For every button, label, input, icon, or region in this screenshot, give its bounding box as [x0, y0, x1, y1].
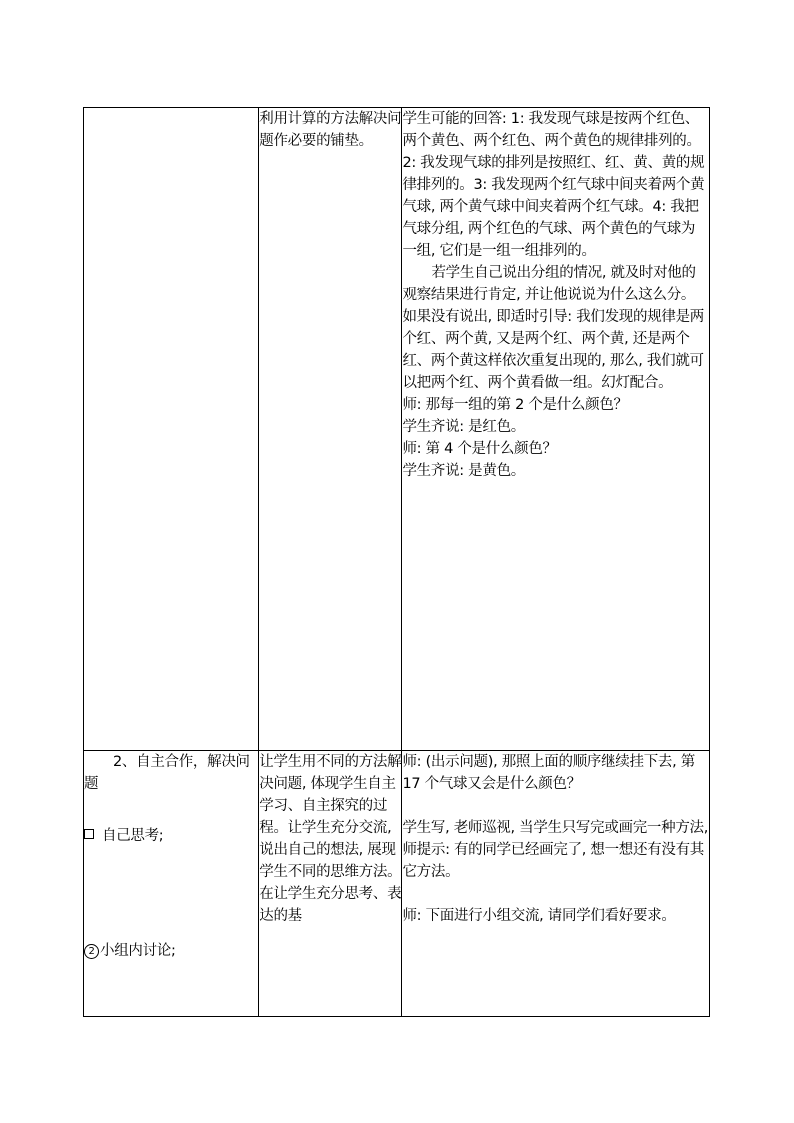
design-intent-cell	[259, 751, 402, 1017]
process-paragraph: 学生写, 老师巡视, 当学生只写完或画完一种方法, 师提示: 有的同学已经画完了, 想一想还有没有其它方法。	[402, 820, 709, 880]
step-cell	[84, 751, 259, 1017]
table-row	[84, 751, 710, 1017]
process-paragraph: 师: 第 4 个是什么颜色？	[402, 441, 557, 457]
process-paragraph: 学生可能的回答: 1: 我发现气球是按两个红色、两个黄色、两个红色、两个黄色的规律排列的。2: 我发现气球的排列是按照红、红、黄、黄的规律排列的。3: 我发现两个红气球中间夹着两个黄气球, 两个黄气球中间夹着两个红气球。4: 我把气球分组, 两个红色的气球、两个黄色的气球为一组, 它们是一组一组排列的。	[402, 111, 705, 259]
sub-step-label: 小组内讨论;	[100, 943, 176, 959]
checkbox-bullet-icon	[84, 829, 94, 839]
process-paragraph: 学生齐说: 是红色。	[402, 419, 525, 435]
process-paragraph: 若学生自己说出分组的情况, 就及时对他的观察结果进行肯定, 并让他说说为什么这么分。如果没有说出, 即适时引导: 我们发现的规律是两个红、两个黄, 又是两个红、两个黄, 还是两个红、两个黄这样依次重复出现的, 那么, 我们就可以把两个红、两个黄看做一组。幻灯配合。	[402, 265, 704, 391]
table-row	[84, 108, 710, 751]
process-paragraph: 学生齐说: 是黄色。	[402, 463, 525, 479]
teaching-process-cell	[402, 108, 710, 751]
step-cell	[84, 108, 259, 751]
design-intent-cell	[259, 108, 402, 751]
process-paragraph: 师: 那每一组的第 2 个是什么颜色？	[402, 397, 628, 413]
circled-number-icon: 2	[84, 944, 99, 959]
design-intent-text: 让学生用不同的方法解决问题, 体现学生自主学习、自主探究的过程。让学生充分交流, 说出自己的想法, 展现学生不同的思维方法。在让学生充分思考、表达的基	[259, 754, 402, 924]
design-intent-text: 利用计算的方法解决问题作必要的铺垫。	[259, 111, 402, 149]
sub-step-label: 自己思考;	[102, 828, 164, 844]
sub-step-item	[84, 940, 258, 962]
sub-step-item	[84, 825, 258, 847]
process-paragraph: 师: 下面进行小组交流, 请同学们看好要求。	[402, 908, 676, 924]
process-paragraph: 师: (出示问题), 那照上面的顺序继续挂下去, 第 17 个气球又会是什么颜色？	[402, 754, 695, 792]
lesson-plan-table	[83, 107, 710, 1017]
step-title: 2、自主合作，解决问题	[84, 754, 250, 792]
teaching-process-cell	[402, 751, 710, 1017]
